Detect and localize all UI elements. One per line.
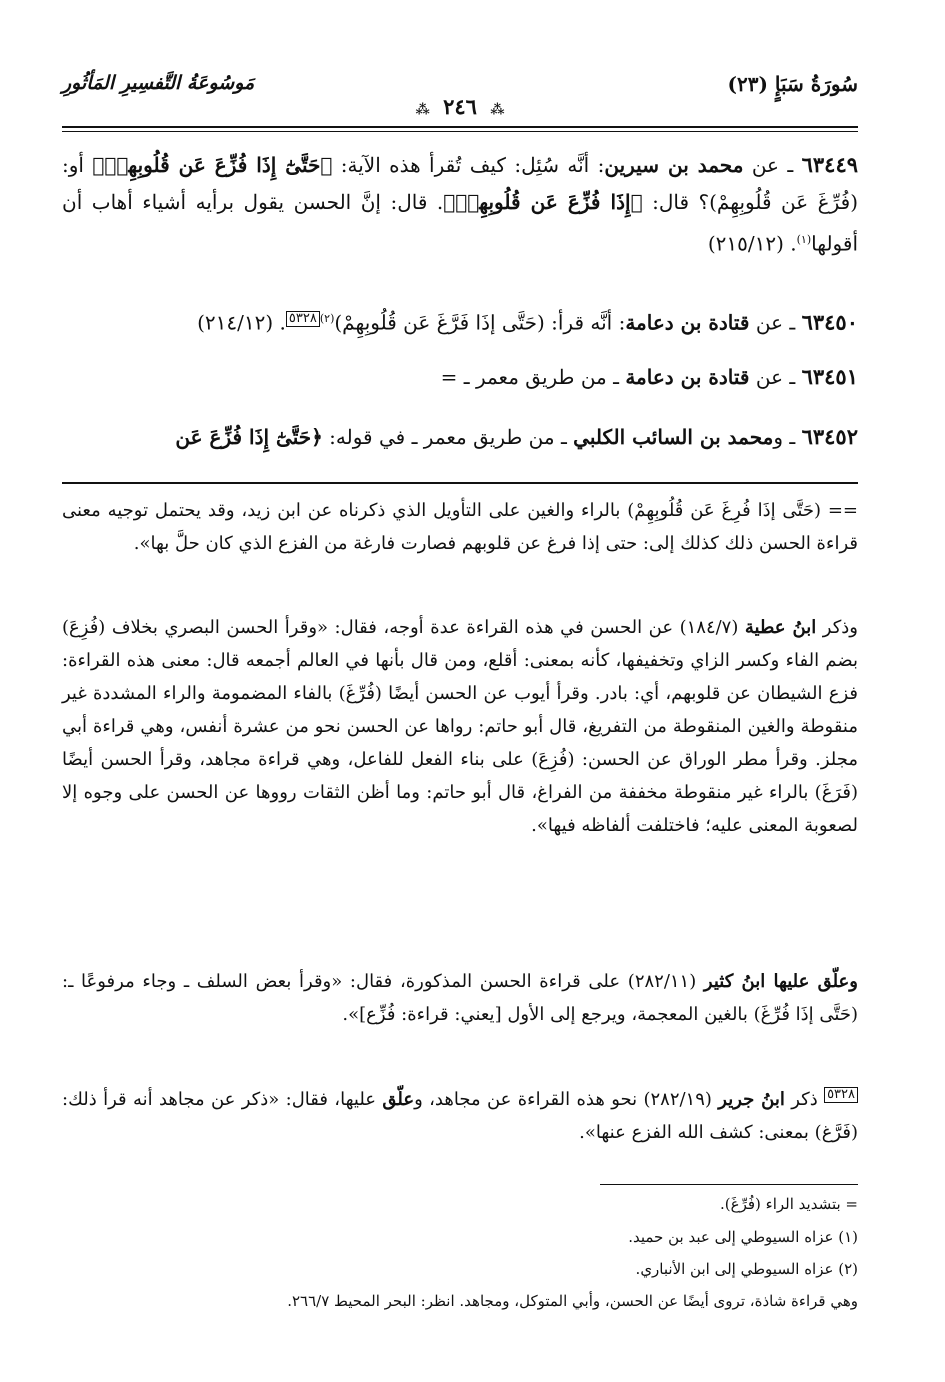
entry-text: أو: (فُرِّغَ عَن قُلُوبِهِمْ)؟ قال: (62, 153, 859, 214)
quran-verse: ﴿حَتَّىٰٓ إِذَا فُزِّعَ عَن (175, 425, 323, 449)
commentary-text: (٢٨٢/١١) على قراءة الحسن المذكورة، فقال: «وقرأ بعض السلف ـ وجاء مرفوعًا ـ: (حَتَّى إذَا فُرِّغَ) بالغين المعجمة، ويرجع إلى الأول [يعني: قراءة: فُزِّع]». (62, 971, 858, 1025)
header-rule-thick (62, 126, 858, 128)
entry-63452 (62, 418, 858, 456)
footnote-marker: (١) (796, 233, 812, 246)
commentary-text: == (حَتَّى إذَا فُرِغَ عَن قُلُوبِهِمْ) بالراء والغين على التأويل الذي ذكرناه عن ابن زيد، وقد يحتمل توجيه معنى قراءة الحسن ذلك كذلك إلى: حتى إذا فرغ عن قلوبهم فصارت فارغة من الفزع الذي كان حلَّ بها». (62, 500, 858, 554)
commentary-text: (٢٨٢/١٩) نحو هذه القراءة عن مجاهد، و (414, 1089, 719, 1110)
narrator-name: محمد بن سيرين (604, 153, 744, 177)
entry-text: : أنَّه سُئِل: كيف تُقرأ هذه الآية: (332, 153, 605, 177)
page-number-line (62, 94, 858, 119)
commentary-paragraph (62, 965, 858, 1031)
entry-text: . قال: إنَّ الحسن يقول برأيه أشياء أهاب أن أقولها (62, 190, 858, 256)
commentary-text: (١٨٤/٧) عن الحسن في هذه القراءة عدة أوجه، فقال: «وقرأ الحسن البصري بخلاف (فُزِعَ) بضم الفاء وكسر الزاي وتخفيفها، كأنه بمعنى: أقلع، ومن قال بأنها في العالم أجمعه قال: معنى هذه القراءة: فزع الشيطان عن قلوبهم، أي: بادر. وقرأ أيوب عن الحسن أيضًا (فُرِّغَ) بالفاء المضمومة والراء المشددة غير منقوطة والغين المنقوطة من التفريغ، قال أبو حاتم: رواها عن الحسن نحو من عشرة أنفس، وهي قراءة أبي مجلز. وقرأ مطر الوراق عن الحسن: (فُزِعَ) على بناء الفعل للفاعل، وهي قراءة مجاهد، وقرأ الحسن أيضًا (فَرَغَ) بالراء غير منقوطة مخففة من الفراغ، قال أبو حاتم: وما أظن الثقات رووها عن الحسن على وجوه إلا لصعوبة المعنى عليه؛ فاختلفت ألفاظه فيها». (62, 617, 858, 836)
commentary-link-box[interactable]: ٥٣٢٨ (286, 311, 320, 327)
scholar-name: ابنُ جرير (718, 1089, 785, 1110)
commentary-text: عليها، فقال: «ذكر عن مجاهد أنه قرأ ذلك: (فَرَّغ) بمعنى: كشف الله الفزع عنها». (62, 1089, 858, 1143)
entry-63450 (62, 300, 858, 342)
footnote-continuation: = بتشديد الراء (فُرِّغَ). (720, 1195, 858, 1213)
footnote-1: (١) عزاه السيوطي إلى عبد بن حميد. (628, 1228, 858, 1246)
entry-connector: ـ عن (749, 365, 802, 389)
commentary-paragraph (62, 611, 858, 842)
commentary-paragraph (62, 1083, 858, 1149)
commentary-text: ذكر (784, 1089, 825, 1110)
entry-number: ٦٣٤٥١ (801, 364, 858, 389)
running-header (62, 72, 858, 128)
commentary-text: وعلّق عليها (765, 971, 858, 992)
encyclopedia-title: مَوسُوعَةُ التَّفسِيرِ المَأثُورِ (62, 72, 255, 94)
ornament-icon: ⁂ (415, 102, 430, 118)
ornament-icon: ⁂ (490, 102, 505, 118)
scholar-name: ابنُ كثير (703, 971, 766, 992)
entry-text: ـ من طريق معمر ـ في قوله: (322, 425, 574, 449)
entry-connector: ـ عن (743, 153, 802, 177)
entry-63451 (62, 358, 858, 396)
footnote-commentary: وهي قراءة شاذة، تروى أيضًا عن الحسن، وأبي المتوكل، ومجاهد. انظر: البحر المحيط ٢٦٦/٧. (287, 1292, 858, 1310)
scholar-name: ابنُ عطية (744, 617, 817, 638)
quran-verse: ﴿إِذَا فُزِّعَ عَن قُلُوبِهِمۡ﴾ (443, 190, 643, 214)
surah-title: سُورَةُ سَبَإٍ (٢٣) (727, 72, 858, 96)
volume-reference: . (٢١٥/١٢) (707, 231, 797, 256)
header-rule-thin (62, 131, 858, 132)
commentary-text: وذكر (816, 617, 858, 638)
entry-connector: ـ عن (749, 310, 802, 335)
entry-63449 (62, 146, 858, 263)
entry-number: ٦٣٤٥٢ (801, 424, 858, 449)
narrator-name: محمد بن السائب الكلبي (573, 425, 774, 449)
narrator-name: قتادة بن دعامة (625, 310, 750, 335)
commentary-text: علّق (382, 1089, 415, 1110)
commentary-paragraph (62, 494, 858, 560)
entry-number: ٦٣٤٥٠ (801, 309, 858, 335)
quran-verse: ﴿حَتَّىٰٓ إِذَا فُزِّعَ عَن قُلُوبِهِمۡ﴾ (92, 153, 333, 177)
volume-reference: . (٢١٤/١٢) (197, 310, 286, 335)
footnote-separator (600, 1184, 858, 1185)
entry-text: ـ من طريق معمر ـ = (440, 365, 626, 389)
footnote-2: (٢) عزاه السيوطي إلى ابن الأنباري. (635, 1260, 858, 1278)
commentary-number-box: ٥٣٢٨ (824, 1087, 858, 1103)
entry-text: : أنَّه قرأ: (حَتَّى إذَا فَرَّغَ عَن قُلُوبِهِمْ) (334, 310, 626, 335)
entry-connector: ـ و (773, 425, 802, 449)
page-number: ٢٤٦ (443, 94, 477, 119)
footnote-marker: (٢) (319, 312, 335, 325)
entry-number: ٦٣٤٤٩ (801, 152, 859, 177)
commentary-separator (62, 482, 858, 484)
narrator-name: قتادة بن دعامة (625, 365, 750, 389)
